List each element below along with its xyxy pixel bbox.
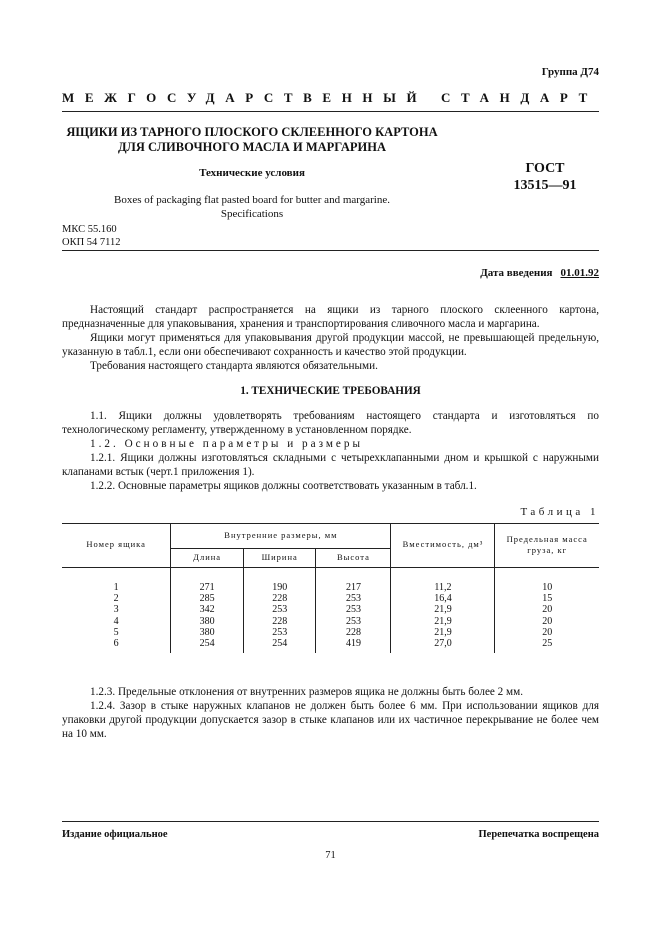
cell-width: 253	[243, 604, 316, 615]
cell-capacity: 16,4	[391, 593, 495, 604]
intro-paragraph-1: Настоящий стандарт распространяется на ящики из тарного плоского склеенного картона, предназначенные для упаковывания, хранения и транспортирования сливочного масла и маргарина.	[62, 304, 599, 330]
table-row	[62, 604, 599, 615]
gost-designation	[470, 160, 620, 194]
okp-code: ОКП 54 7112	[62, 237, 121, 248]
cell-height: 253	[316, 593, 391, 604]
english-title-line-1: Boxes of packaging flat pasted board for butter and margarine.	[114, 194, 390, 206]
page-number: 71	[325, 850, 336, 861]
cell-capacity: 27,0	[391, 638, 495, 649]
cell-number: 2	[113, 593, 119, 605]
cell-width: 190	[243, 582, 316, 593]
footer-official-edition: Издание официальное	[62, 829, 168, 840]
cell-width: 253	[243, 627, 316, 638]
table-caption: Таблица 1	[520, 506, 599, 518]
table-row	[62, 593, 599, 604]
banner-rule	[62, 111, 599, 112]
mks-code: МКС 55.160	[62, 224, 117, 235]
cell-height: 217	[316, 582, 391, 593]
intro-paragraph-2: Ящики могут применяться для упаковывания другой продукции массой, не превышающей предельную, указанную в табл.1, если они обеспечивают сохранность и качество этой продукции.	[62, 332, 599, 358]
gost-number: 13515—91	[513, 178, 577, 193]
cell-height: 228	[316, 627, 391, 638]
intro-date-value: 01.01.92	[560, 267, 599, 279]
cell-height: 253	[316, 616, 391, 627]
intro-date	[480, 267, 599, 279]
cell-max-mass: 15	[495, 593, 599, 604]
header-length: Длина	[171, 548, 244, 567]
clause-1-2-4: 1.2.4. Зазор в стыке наружных клапанов не должен быть более 6 мм. При использовании ящиков для упаковки другой продукции допускается зазор в стыке клапанов или их частичное перекрывание не более чем на 10 мм.	[62, 700, 599, 740]
clause-1-2-2: 1.2.2. Основные параметры ящиков должны соответствовать указанным в табл.1.	[90, 480, 477, 492]
cell-capacity: 21,9	[391, 616, 495, 627]
codes-rule	[62, 250, 599, 251]
cell-number: 3	[113, 604, 119, 616]
parameters-table	[62, 523, 599, 653]
cell-height: 253	[316, 604, 391, 615]
clause-1-1: 1.1. Ящики должны удовлетворять требованиям настоящего стандарта и изготовляться по технологическому регламенту, утвержденному в установленном порядке.	[62, 410, 599, 436]
header-internal-dimensions: Внутренние размеры, мм	[171, 523, 391, 548]
english-title	[62, 193, 442, 221]
table-row	[62, 582, 599, 593]
section-heading: 1. ТЕХНИЧЕСКИЕ ТРЕБОВАНИЯ	[240, 385, 421, 397]
document-title	[62, 125, 442, 155]
cell-max-mass: 20	[495, 616, 599, 627]
header-number: Номер ящика	[62, 523, 171, 567]
gost-label: ГОСТ	[525, 161, 565, 176]
cell-width: 228	[243, 593, 316, 604]
header-height: Высота	[316, 548, 391, 567]
cell-capacity: 21,9	[391, 627, 495, 638]
table-row	[62, 638, 599, 649]
title-line-2: ДЛЯ СЛИВОЧНОГО МАСЛА И МАРГАРИНА	[117, 140, 387, 154]
document-subtitle: Технические условия	[199, 167, 305, 179]
title-line-1: ЯЩИКИ ИЗ ТАРНОГО ПЛОСКОГО СКЛЕЕННОГО КАРТОНА	[66, 125, 438, 139]
footer-reprint-notice: Перепечатка воспрещена	[478, 829, 599, 840]
footer-rule	[62, 821, 599, 822]
header-capacity: Вместимость, дм³	[391, 523, 495, 567]
clause-1-2-1: 1.2.1. Ящики должны изготовляться складными с четырехклапанными дном и крышкой с наружными клапанами встык (черт.1 приложения 1).	[62, 452, 599, 478]
intro-paragraph-3: Требования настоящего стандарта являются обязательными.	[90, 360, 378, 372]
cell-length: 380	[171, 616, 244, 627]
cell-length: 254	[171, 638, 244, 649]
cell-number: 5	[113, 626, 119, 638]
header-max-mass: Предельная масса груза, кг	[495, 523, 599, 567]
header-width: Ширина	[243, 548, 316, 567]
cell-height: 419	[316, 638, 391, 649]
cell-capacity: 21,9	[391, 604, 495, 615]
cell-number: 1	[113, 582, 119, 593]
cell-length: 380	[171, 627, 244, 638]
cell-width: 254	[243, 638, 316, 649]
cell-max-mass: 20	[495, 604, 599, 615]
group-code: Группа Д74	[541, 66, 599, 78]
standard-banner: МЕЖГОСУДАРСТВЕННЫЙ СТАНДАРТ	[62, 90, 598, 105]
cell-number: 4	[113, 615, 119, 627]
cell-max-mass: 20	[495, 627, 599, 638]
intro-date-label: Дата введения	[480, 267, 553, 279]
cell-max-mass: 10	[495, 582, 599, 593]
classification-codes	[62, 223, 121, 249]
cell-width: 228	[243, 616, 316, 627]
cell-length: 285	[171, 593, 244, 604]
cell-max-mass: 25	[495, 638, 599, 649]
cell-capacity: 11,2	[391, 582, 495, 593]
table-row	[62, 616, 599, 627]
cell-number: 6	[113, 638, 119, 650]
cell-length: 271	[171, 582, 244, 593]
clause-1-2: 1.2. Основные параметры и размеры	[90, 438, 364, 450]
table-body	[62, 567, 599, 653]
cell-length: 342	[171, 604, 244, 615]
english-title-line-2: Specifications	[220, 208, 284, 220]
clause-1-2-3: 1.2.3. Предельные отклонения от внутренних размеров ящика не должны быть более 2 мм.	[90, 686, 524, 698]
table-row	[62, 627, 599, 638]
